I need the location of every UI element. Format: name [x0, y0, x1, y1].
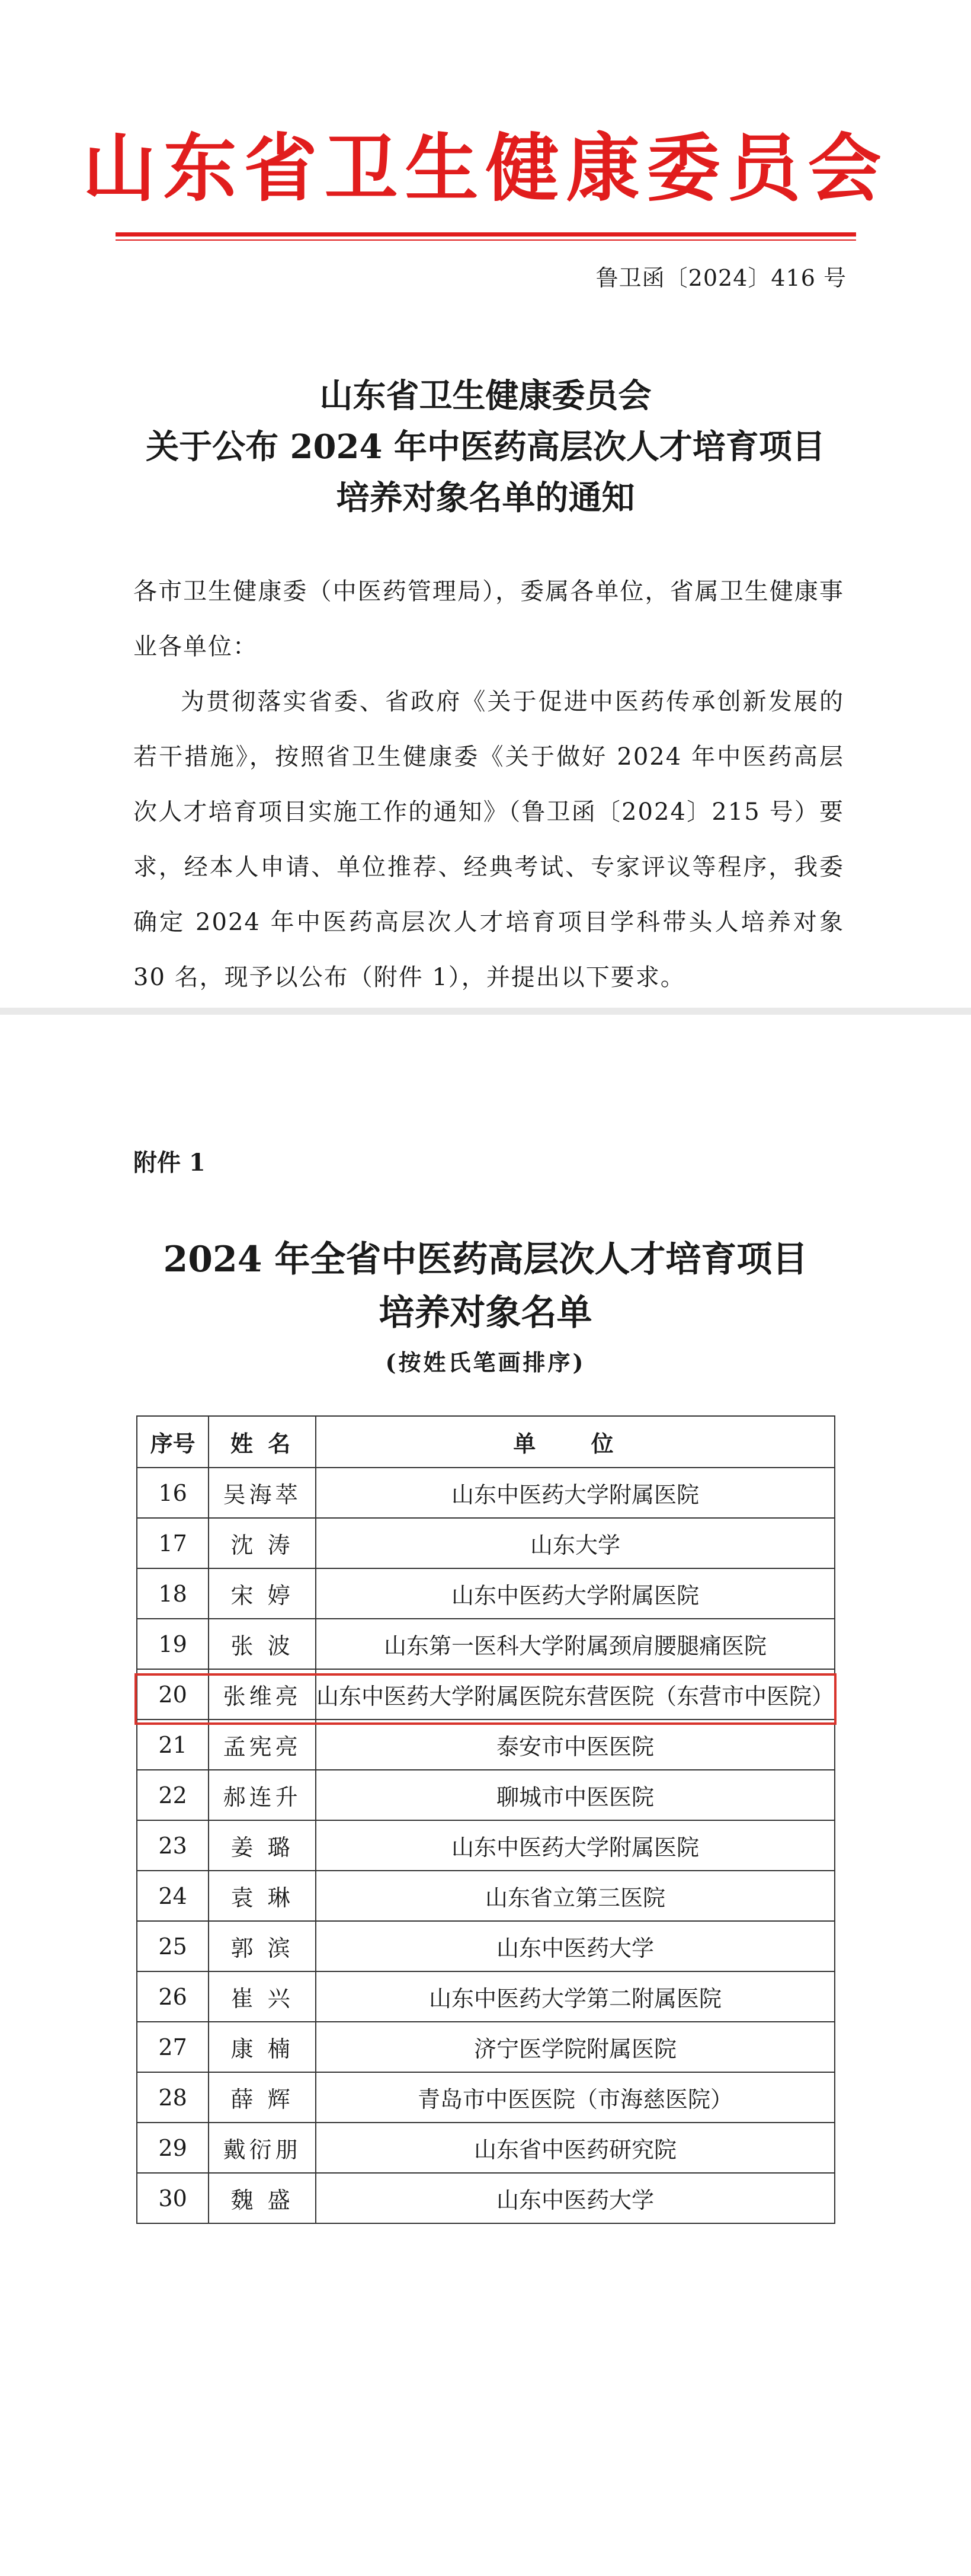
notice-body — [133, 564, 844, 1005]
header-red-rule-thin — [116, 239, 856, 241]
attachment-label: 附件 1 — [133, 1149, 206, 1177]
row-unit: 山东中医药大学附属医院 — [316, 1468, 835, 1518]
table-row — [137, 1871, 835, 1921]
table-row — [137, 2022, 835, 2072]
row-number: 27 — [137, 2022, 209, 2072]
notice-paragraph: 为贯彻落实省委、省政府《关于促进中医药传承创新发展的若干措施》，按照省卫生健康委《关于做好 2024 年中医药高层次人才培育项目实施工作的通知》（鲁卫函〔2024〕215 号）要求，经本人申请、单位推荐、经典考试、专家评议等程序，我委确定 2024 年中医药高层次人才培育项目学科带头人培养对象 30 名，现予以公布（附件 1），并提出以下要求。 — [133, 688, 844, 991]
table-row — [137, 1619, 835, 1669]
row-unit: 山东省立第三医院 — [316, 1871, 835, 1921]
row-name: 薛 辉 — [209, 2072, 316, 2123]
table-row — [137, 1518, 835, 1568]
row-name: 吴海萃 — [209, 1468, 316, 1518]
row-number: 24 — [137, 1871, 209, 1921]
header-red-rule — [116, 232, 856, 236]
row-name: 沈 涛 — [209, 1518, 316, 1568]
row-unit: 山东中医药大学第二附属医院 — [316, 1971, 835, 2022]
row-name: 郭 滨 — [209, 1921, 316, 1971]
row-number: 22 — [137, 1770, 209, 1820]
table-row — [137, 1568, 835, 1619]
notice-page — [0, 0, 971, 1008]
document-number: 鲁卫函〔2024〕416 号 — [595, 265, 847, 291]
row-number: 19 — [137, 1619, 209, 1669]
row-unit: 山东中医药大学附属医院 — [316, 1568, 835, 1619]
table-row — [137, 1971, 835, 2022]
row-number: 26 — [137, 1971, 209, 2022]
row-name: 宋 婷 — [209, 1568, 316, 1619]
list-subtitle: (按姓氏笔画排序) — [385, 1349, 586, 1376]
row-unit: 山东中医药大学附属医院 — [316, 1820, 835, 1871]
row-unit: 山东中医药大学 — [316, 1921, 835, 1971]
row-unit: 山东省中医药研究院 — [316, 2123, 835, 2173]
table-row — [137, 1770, 835, 1820]
row-number: 20 — [137, 1669, 209, 1720]
header-unit: 单 位 — [316, 1416, 835, 1468]
table-row — [137, 1820, 835, 1871]
header-name: 姓 名 — [209, 1416, 316, 1468]
table-row — [137, 2123, 835, 2173]
row-unit: 青岛市中医医院（市海慈医院） — [316, 2072, 835, 2123]
table-row — [137, 1921, 835, 1971]
row-number: 29 — [137, 2123, 209, 2173]
row-name: 袁 琳 — [209, 1871, 316, 1921]
row-name: 姜 璐 — [209, 1820, 316, 1871]
notice-title-line-1: 山东省卫生健康委员会 — [319, 376, 652, 416]
row-number: 21 — [137, 1720, 209, 1770]
table-row — [137, 1720, 835, 1770]
table-row-highlighted — [137, 1669, 835, 1720]
row-number: 18 — [137, 1568, 209, 1619]
header-number: 序号 — [137, 1416, 209, 1468]
row-number: 23 — [137, 1820, 209, 1871]
table-header-row — [137, 1416, 835, 1468]
list-title — [0, 1233, 971, 1340]
row-name: 魏 盛 — [209, 2173, 316, 2223]
list-title-line-2: 培养对象名单 — [379, 1292, 592, 1334]
row-number: 30 — [137, 2173, 209, 2223]
row-unit: 山东大学 — [316, 1518, 835, 1568]
table-row — [137, 2072, 835, 2123]
row-number: 16 — [137, 1468, 209, 1518]
notice-salutation: 各市卫生健康委（中医药管理局），委属各单位，省属卫生健康事业各单位： — [133, 578, 844, 660]
row-unit: 济宁医学院附属医院 — [316, 2022, 835, 2072]
row-name: 崔 兴 — [209, 1971, 316, 2022]
row-name: 康 楠 — [209, 2022, 316, 2072]
row-unit: 聊城市中医医院 — [316, 1770, 835, 1820]
row-name: 郝连升 — [209, 1770, 316, 1820]
notice-title-line-3: 培养对象名单的通知 — [336, 478, 635, 517]
row-name: 孟宪亮 — [209, 1720, 316, 1770]
notice-title-line-2: 关于公布 2024 年中医药高层次人才培育项目 — [146, 427, 825, 466]
row-name: 张维亮 — [209, 1669, 316, 1720]
row-unit: 山东中医药大学附属医院东营医院（东营市中医院） — [316, 1669, 835, 1720]
row-number: 25 — [137, 1921, 209, 1971]
list-title-line-1: 2024 年全省中医药高层次人才培育项目 — [163, 1239, 808, 1280]
org-header-title: 山东省卫生健康委员会 — [82, 126, 889, 212]
row-name: 张 波 — [209, 1619, 316, 1669]
row-name: 戴衍朋 — [209, 2123, 316, 2173]
roster-table — [136, 1415, 835, 2224]
row-number: 28 — [137, 2072, 209, 2123]
row-unit: 山东中医药大学 — [316, 2173, 835, 2223]
table-row — [137, 1468, 835, 1518]
row-number: 17 — [137, 1518, 209, 1568]
table-row — [137, 2173, 835, 2223]
row-unit: 泰安市中医医院 — [316, 1720, 835, 1770]
row-unit: 山东第一医科大学附属颈肩腰腿痛医院 — [316, 1619, 835, 1669]
notice-title — [0, 370, 971, 523]
